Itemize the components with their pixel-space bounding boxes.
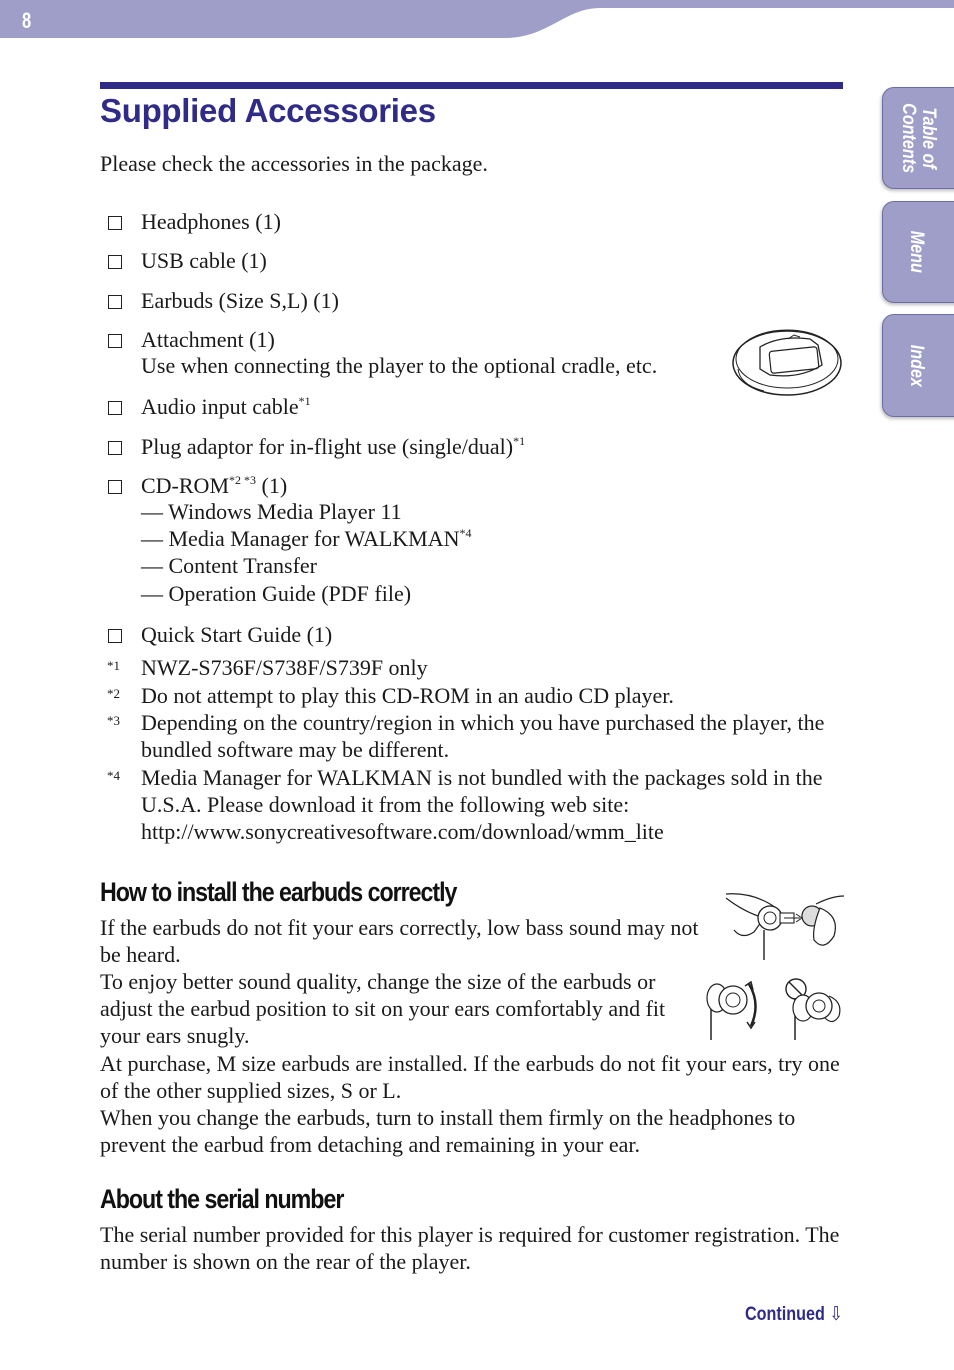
sub-item-text: Media Manager for WALKMAN bbox=[168, 526, 460, 551]
intro-text: Please check the accessories in the package. bbox=[100, 151, 488, 176]
attachment-illustration bbox=[730, 325, 846, 399]
sub-item-text: Windows Media Player 11 bbox=[168, 499, 402, 524]
item-label: USB cable (1) bbox=[141, 248, 267, 273]
page-number: 8 bbox=[22, 8, 32, 33]
footnote-mark: *3 bbox=[107, 713, 120, 728]
serial-paragraph: The serial number provided for this player is required for customer registration. The number is shown on the rear of the player. bbox=[100, 1222, 840, 1274]
earbuds-paragraph-3: At purchase, M size earbuds are installed. If the earbuds do not fit your ears, try one of the other supplied sizes, S or L. bbox=[100, 1051, 840, 1103]
item-label: Attachment (1) bbox=[141, 327, 275, 352]
tab-table-of-contents-label: Table of Contents bbox=[898, 103, 939, 173]
header-band bbox=[0, 0, 954, 40]
note-ref: *4 bbox=[459, 526, 472, 540]
continued-label: Continued bbox=[745, 1304, 825, 1325]
serial-heading: About the serial number bbox=[100, 1184, 344, 1214]
earbud-adjust-illustration bbox=[697, 976, 847, 1046]
earbuds-heading: How to install the earbuds correctly bbox=[100, 877, 457, 907]
item-label: Audio input cable bbox=[141, 394, 299, 419]
checkbox-icon bbox=[108, 295, 122, 309]
footnote-mark: *4 bbox=[107, 768, 120, 783]
earbuds-paragraph-4: When you change the earbuds, turn to install them firmly on the headphones to prevent the earbud from detaching and remaining in your ear. bbox=[100, 1105, 796, 1157]
tab-menu[interactable] bbox=[882, 201, 954, 303]
item-label: Quick Start Guide (1) bbox=[141, 622, 333, 647]
footnote-mark: *1 bbox=[107, 658, 120, 673]
item-label: Plug adaptor for in-flight use (single/dual) bbox=[141, 434, 514, 459]
sub-item bbox=[141, 581, 411, 607]
down-arrow-icon: ⇩ bbox=[829, 1304, 843, 1325]
footnote-text: NWZ-S736F/S738F/S739F only bbox=[141, 655, 428, 680]
tab-menu-label: Menu bbox=[906, 230, 927, 274]
sub-item-text: Operation Guide (PDF file) bbox=[168, 581, 412, 606]
checkbox-icon bbox=[108, 255, 122, 269]
tab-table-of-contents[interactable] bbox=[882, 87, 954, 189]
dash: — bbox=[141, 553, 163, 578]
tab-index[interactable] bbox=[882, 314, 954, 417]
sub-item bbox=[141, 499, 402, 525]
note-ref: *2 *3 bbox=[229, 473, 257, 487]
continued-link[interactable] bbox=[745, 1303, 843, 1326]
footnote-mark: *2 bbox=[107, 686, 120, 701]
earbuds-paragraph-1: If the earbuds do not fit your ears correctly, low bass sound may not be heard. bbox=[100, 915, 699, 967]
dash: — bbox=[141, 526, 163, 551]
footnote-text: Depending on the country/region in which you have purchased the player, the bundled software may be different. bbox=[141, 710, 825, 762]
footnote-text: Media Manager for WALKMAN is not bundled with the packages sold in the U.S.A. Please download it from the following web site: bbox=[141, 765, 823, 817]
checkbox-icon bbox=[108, 401, 122, 415]
earbuds-paragraph-2: To enjoy better sound quality, change the size of the earbuds or adjust the earbud position to sit on your ears comfortably and fit your ears snugly. bbox=[100, 969, 666, 1048]
note-ref: *1 bbox=[298, 394, 311, 408]
footnote-text: Do not attempt to play this CD-ROM in an audio CD player. bbox=[141, 683, 674, 708]
item-label: Headphones (1) bbox=[141, 209, 281, 234]
sub-item bbox=[141, 526, 472, 552]
item-label: Earbuds (Size S,L) (1) bbox=[141, 288, 339, 313]
earbud-attach-illustration bbox=[724, 888, 846, 964]
checkbox-icon bbox=[108, 216, 122, 230]
item-label-suffix: (1) bbox=[256, 473, 288, 498]
dash: — bbox=[141, 499, 163, 524]
checkbox-icon bbox=[108, 480, 122, 494]
checkbox-icon bbox=[108, 441, 122, 455]
item-detail: Use when connecting the player to the optional cradle, etc. bbox=[141, 353, 658, 378]
dash: — bbox=[141, 581, 163, 606]
checkbox-icon bbox=[108, 334, 122, 348]
title-rule bbox=[100, 82, 843, 89]
sub-item-text: Content Transfer bbox=[168, 553, 317, 578]
checkbox-icon bbox=[108, 629, 122, 643]
sub-item bbox=[141, 553, 317, 579]
tab-index-label: Index bbox=[906, 344, 927, 387]
page-title: Supplied Accessories bbox=[100, 92, 436, 129]
note-ref: *1 bbox=[513, 434, 526, 448]
item-label: CD-ROM bbox=[141, 473, 230, 498]
download-url: http://www.sonycreativesoftware.com/download/wmm_lite bbox=[141, 819, 664, 844]
